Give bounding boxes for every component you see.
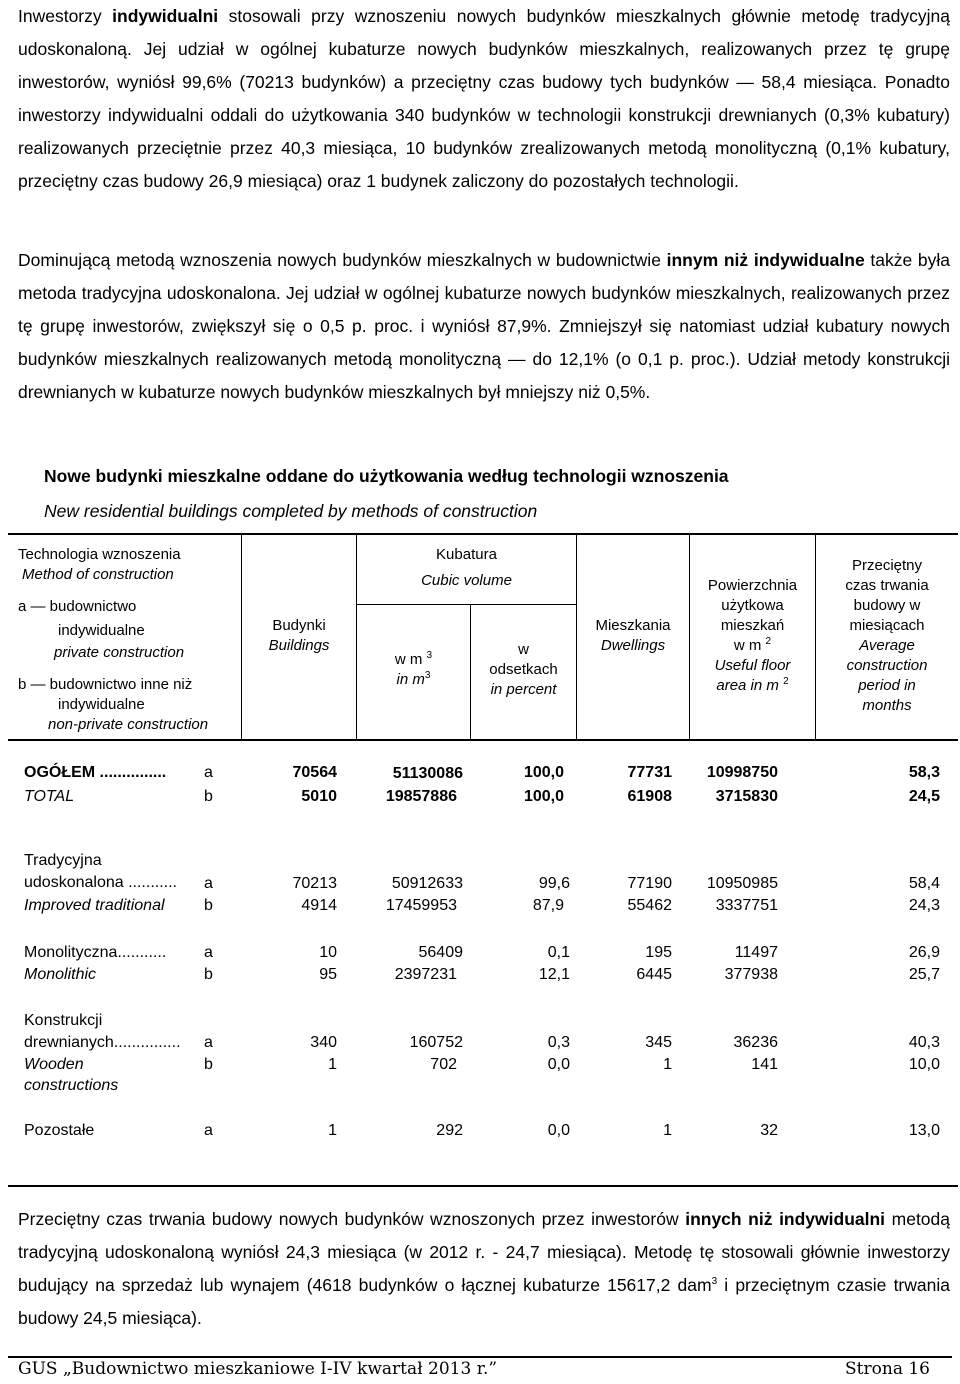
cell-period: 40,3: [908, 1034, 940, 1051]
cell-period: 58,4: [908, 875, 940, 892]
row-letter-a: a: [204, 944, 213, 961]
cell-percent: 12,1: [538, 966, 570, 983]
cell-period: 13,0: [908, 1122, 940, 1139]
header-volume-m3: [357, 650, 470, 690]
footer-publication: GUS „Budownictwo mieszkaniowe I-IV kwartał 2013 r.”: [18, 1359, 498, 1379]
header-text: months: [862, 697, 912, 714]
cell-dwellings: 6445: [636, 966, 672, 983]
cell-period: 24,5: [908, 788, 940, 805]
legend-b-pl: indywidualne: [58, 696, 145, 713]
cell-dwellings: 61908: [627, 788, 672, 805]
row-letter-b: b: [204, 966, 213, 983]
cell-period: 10,0: [908, 1056, 940, 1073]
text: Inwestorzy: [18, 6, 113, 26]
row-label-en: Improved traditional: [24, 897, 165, 914]
header-text: period in: [858, 677, 916, 694]
header-cubic-volume: [357, 545, 576, 591]
header-text: in m: [396, 671, 425, 688]
header-text: construction: [846, 657, 928, 674]
cell-percent: 0,0: [547, 1122, 570, 1139]
header-text: Technologia wznoszenia: [18, 546, 181, 563]
cell-area: 10998750: [706, 764, 778, 781]
header-text: Przeciętny: [851, 557, 923, 574]
text: także była metoda tradycyjna udoskonalona. Jej udział w ogólnej kubaturze nowych budynków mieszkalnych, realizowanych przez tę grupę inwestorów, zwiększył się o 0,5 p. proc. i wyniósł 87,9%. Zmniejszył się natomiast udział kubatury nowych budynków mieszkalnych realizowanych metodą monolityczną — do 12,1% (o 0,1 p. proc.). Udział metody konstrukcji drewnianych w kubaturze nowych budynków mieszkalnych był mniejszy niż 0,5%.: [18, 250, 951, 402]
row-letter-a: a: [204, 1122, 213, 1139]
cell-volume: 2397231: [394, 966, 457, 983]
superscript: 3: [711, 1276, 718, 1288]
row-label-en: TOTAL: [24, 788, 75, 805]
cell-buildings: 340: [310, 1034, 337, 1051]
header-text: w: [518, 641, 529, 658]
header-text: czas trwania: [845, 577, 929, 594]
cell-percent: 100,0: [523, 764, 564, 781]
cell-percent: 100,0: [523, 788, 564, 805]
legend-b-en: non-private construction: [48, 716, 209, 733]
cell-period: 24,3: [908, 897, 940, 914]
cell-dwellings: 1: [663, 1056, 672, 1073]
cell-buildings: 10: [319, 944, 337, 961]
text: metodą tradycyjną udoskonaloną wyniósł 24,3 miesiąca (w 2012 r. - 24,7 miesiąca). Metodę tę stosowali głównie inwestorzy budujący na sprzedaż lub wynajem (4618 budynków o łącznej kubaturze 15617,2 dam: [18, 1209, 951, 1295]
header-text: Powierzchnia: [707, 577, 798, 594]
cell-buildings: 70213: [292, 875, 337, 892]
cell-area: 32: [760, 1122, 778, 1139]
header-text: Buildings: [268, 637, 330, 654]
row-label: Tradycyjna: [24, 852, 102, 869]
text: i przeciętnym czasie trwania budowy 24,5 miesiąca).: [18, 1275, 950, 1328]
paragraph-non-private-investors: [18, 244, 950, 409]
legend-a-en: private construction: [54, 644, 185, 661]
cell-area: 3715830: [715, 788, 778, 805]
cell-area: 377938: [724, 966, 778, 983]
cell-buildings: 1: [328, 1122, 337, 1139]
row-label: OGÓŁEM ...............: [24, 764, 167, 781]
row-label: udoskonalona ...........: [24, 874, 177, 891]
header-text: Useful floor: [714, 657, 791, 674]
cell-period: 58,3: [908, 764, 940, 781]
cell-percent: 0,0: [547, 1056, 570, 1073]
text: Dominującą metodą wznoszenia nowych budynków mieszkalnych w budownictwie: [18, 250, 667, 270]
row-label-en: Wooden: [24, 1056, 84, 1073]
header-text: miesiącach: [849, 617, 925, 634]
header-method: [18, 545, 208, 735]
cell-buildings: 5010: [301, 788, 337, 805]
header-text: Cubic volume: [421, 572, 512, 589]
cell-volume: 19857886: [385, 788, 457, 805]
cell-area: 11497: [734, 944, 778, 961]
cell-dwellings: 1: [663, 1122, 672, 1139]
cell-buildings: 4914: [301, 897, 337, 914]
cell-dwellings: 345: [645, 1034, 672, 1051]
superscript: 3: [426, 650, 433, 661]
cell-buildings: 70564: [292, 764, 337, 781]
header-average-period: [816, 556, 958, 716]
cell-area: 141: [751, 1056, 778, 1073]
header-text: Method of construction: [22, 566, 174, 583]
paragraph-average-period: [18, 1203, 950, 1335]
footer-divider: [8, 1356, 952, 1358]
row-label: Monolityczna...........: [24, 944, 167, 961]
superscript: 3: [424, 670, 431, 681]
header-dwellings: [577, 616, 689, 656]
cell-period: 25,7: [908, 966, 940, 983]
cell-buildings: 95: [319, 966, 337, 983]
header-text: area in m: [716, 677, 779, 694]
row-letter-a: a: [204, 1034, 213, 1051]
header-text: Average: [859, 637, 915, 654]
superscript: 2: [765, 636, 772, 647]
row-label-en: constructions: [24, 1077, 119, 1094]
cell-area: 36236: [733, 1034, 778, 1051]
cell-volume: 17459953: [385, 897, 457, 914]
header-text: in percent: [490, 681, 557, 698]
header-text: Kubatura: [436, 546, 497, 563]
cell-dwellings: 77731: [627, 764, 672, 781]
row-letter-a: a: [204, 875, 213, 892]
header-text: Mieszkania: [595, 617, 671, 634]
cell-percent: 0,1: [547, 944, 570, 961]
header-text: Budynki: [272, 617, 326, 634]
row-label: Konstrukcji: [24, 1012, 103, 1029]
header-useful-floor-area: [690, 576, 815, 696]
paragraph-individual-investors: [18, 0, 950, 198]
table-title: Nowe budynki mieszkalne oddane do użytkowania według technologii wznoszenia: [44, 466, 729, 486]
superscript: 2: [783, 676, 789, 687]
cell-percent: 0,3: [547, 1034, 570, 1051]
row-label-en: Monolithic: [24, 966, 97, 983]
emphasis: innych niż indywidualni: [685, 1209, 886, 1229]
header-buildings: [242, 616, 356, 656]
cell-volume: 50912633: [391, 875, 463, 892]
cell-volume: 702: [430, 1056, 457, 1073]
cell-dwellings: 195: [645, 944, 672, 961]
cell-dwellings: 77190: [627, 875, 672, 892]
table-subtitle: New residential buildings completed by methods of construction: [44, 501, 538, 521]
text: Przeciętny czas trwania budowy nowych budynków wznoszonych przez inwestorów: [18, 1209, 686, 1229]
row-label: Pozostałe: [24, 1122, 95, 1139]
cell-area: 3337751: [715, 897, 778, 914]
header-text: w m: [733, 637, 762, 654]
emphasis: indywidualni: [112, 6, 219, 26]
header-text: Dwellings: [600, 637, 666, 654]
legend-a: a — budownictwo: [18, 598, 137, 615]
header-volume-percent: [471, 640, 576, 700]
text: stosowali przy wznoszeniu nowych budynków mieszkalnych głównie metodę tradycyjną udoskonaloną. Jej udział w ogólnej kubaturze nowych budynków mieszkalnych, realizowanych przez tę grupę inwestorów, wyniósł 99,6% (70213 budynków) a przeciętny czas budowy tych budynków — 58,4 miesiąca. Ponadto inwestorzy indywidualni oddali do użytkowania 340 budynków w technologii konstrukcji drewnianych (0,3% kubatury) realizowanych przeciętnie przez 40,3 miesiąca, 10 budynków zrealizowanych metodą monolityczną (0,1% kubatury, przeciętny czas budowy 26,9 miesiąca) oraz 1 budynek zaliczony do pozostałych technologii.: [18, 6, 950, 191]
cell-volume: 51130086: [392, 765, 463, 782]
cell-dwellings: 55462: [627, 897, 672, 914]
cell-buildings: 1: [328, 1056, 337, 1073]
header-text: użytkowa: [721, 597, 784, 614]
cell-volume: 160752: [409, 1034, 463, 1051]
row-letter-b: b: [204, 1056, 213, 1073]
emphasis: innym niż indywidualne: [666, 250, 865, 270]
row-label: drewnianych...............: [24, 1034, 181, 1051]
cell-period: 26,9: [908, 944, 940, 961]
cell-area: 10950985: [706, 875, 778, 892]
header-text: odsetkach: [489, 661, 558, 678]
cell-percent: 87,9: [532, 897, 564, 914]
row-letter-a: a: [204, 764, 213, 781]
footer-page-number: Strona 16: [845, 1359, 930, 1379]
table-bottom-border: [8, 1185, 958, 1187]
legend-a-pl: indywidualne: [58, 622, 145, 639]
header-text: mieszkań: [720, 617, 785, 634]
cell-percent: 99,6: [538, 875, 570, 892]
cell-volume: 292: [436, 1122, 463, 1139]
cell-volume: 56409: [418, 944, 463, 961]
table-divider: [356, 604, 576, 605]
row-letter-b: b: [204, 788, 213, 805]
row-letter-b: b: [204, 897, 213, 914]
header-text: w m: [394, 651, 423, 668]
legend-b: b — budownictwo inne niż: [18, 676, 193, 693]
header-text: budowy w: [853, 597, 921, 614]
